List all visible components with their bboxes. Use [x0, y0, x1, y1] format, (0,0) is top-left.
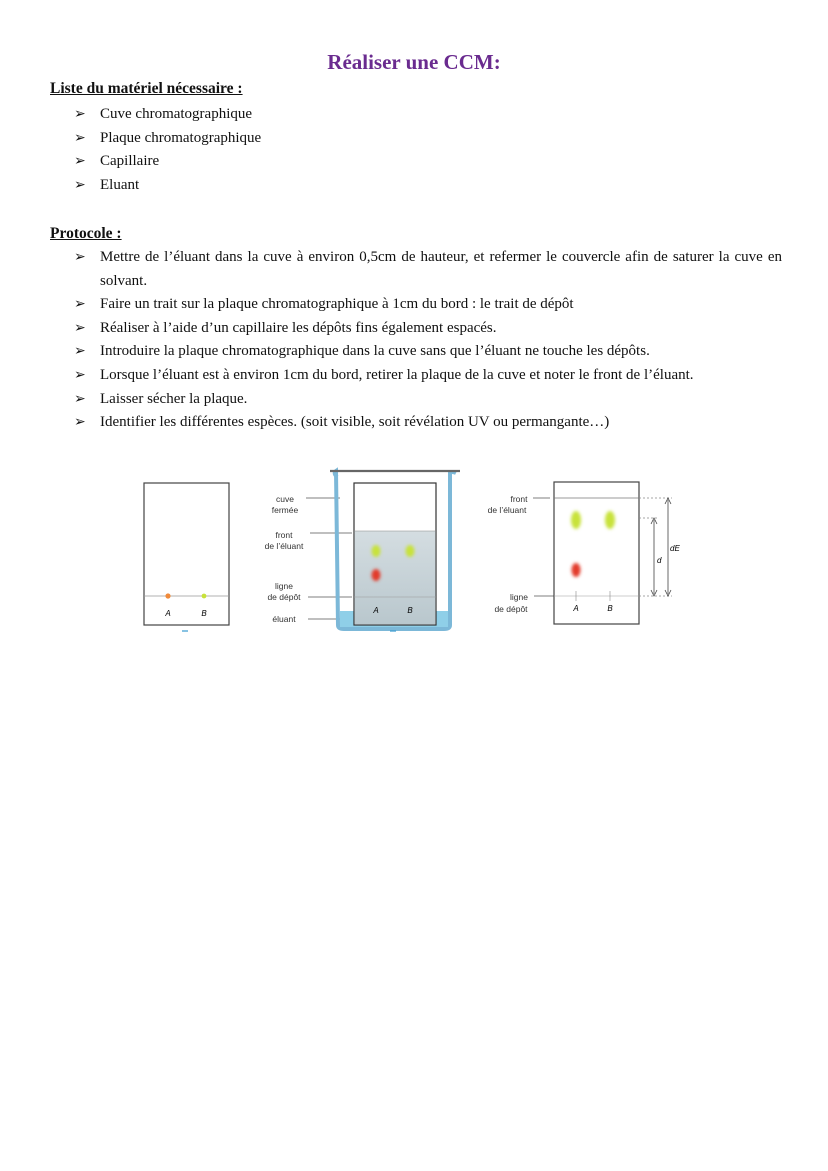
spot-yellow-b — [406, 545, 415, 557]
solvent-front-area — [355, 531, 436, 624]
protocole-heading: Protocole : — [50, 225, 122, 242]
arrowhead-bullet-icon: ➢ — [74, 414, 86, 431]
eluant-label: éluant — [272, 614, 296, 624]
plate-result-outline — [554, 482, 639, 624]
fermee-label: fermée — [271, 505, 299, 515]
plate-initial-outline — [144, 483, 229, 625]
protocole-list — [72, 246, 782, 435]
beaker — [330, 471, 460, 631]
spot-a — [165, 593, 170, 598]
result-labels — [488, 494, 554, 614]
list-item — [72, 150, 261, 174]
front-label-2: de l’éluant — [487, 505, 527, 515]
materiel-item: Eluant — [100, 176, 140, 193]
label-b: B — [201, 609, 207, 618]
materiel-item: Cuve chromatographique — [100, 106, 253, 122]
arrowhead-bullet-icon: ➢ — [74, 319, 86, 336]
plate-initial — [144, 483, 229, 631]
arrowhead-bullet-icon: ➢ — [74, 176, 86, 193]
ligne-label-2: de dépôt — [267, 592, 301, 602]
list-item — [72, 246, 782, 293]
arrowhead-bullet-icon: ➢ — [74, 106, 86, 122]
list-item — [72, 340, 782, 364]
protocole-step: Laisser sécher la plaque. — [100, 390, 248, 407]
arrowhead-bullet-icon: ➢ — [74, 366, 86, 383]
ligne-label-2: de dépôt — [494, 604, 528, 614]
protocole-step: Mettre de l’éluant dans la cuve à environ 0,5cm de hauteur, et refermer le couvercle afin de saturer la cuve en solvant. — [100, 249, 782, 289]
list-item — [72, 174, 261, 198]
label-b: B — [607, 604, 613, 613]
label-a: A — [373, 606, 379, 615]
ligne-label: ligne — [275, 581, 293, 591]
page-title: Réaliser une CCM: — [327, 50, 501, 74]
protocole-step: Identifier les différentes espèces. (soit visible, soit révélation UV ou permangante…) — [100, 414, 610, 431]
ccm-figure — [130, 465, 690, 640]
protocole-step: Faire un trait sur la plaque chromatographique à 1cm du bord : le trait de dépôt — [100, 296, 574, 313]
spot-yellow-a — [571, 511, 581, 529]
list-item — [72, 388, 782, 412]
label-d: d — [657, 556, 662, 565]
arrowhead-bullet-icon: ➢ — [74, 296, 86, 313]
spot-yellow-a — [372, 545, 381, 557]
ligne-label: ligne — [510, 592, 528, 602]
list-item — [72, 364, 782, 388]
cuve-label: cuve — [276, 494, 294, 504]
protocole-step: Lorsque l’éluant est à environ 1cm du bord, retirer la plaque de la cuve et noter le front de l’éluant. — [100, 366, 694, 383]
arrowhead-bullet-icon: ➢ — [74, 249, 86, 265]
materiel-list — [72, 103, 261, 197]
materiel-item: Plaque chromatographique — [100, 129, 262, 146]
label-a: A — [165, 609, 171, 618]
front-label: front — [510, 494, 528, 504]
list-item — [72, 293, 782, 317]
label-b: B — [407, 606, 413, 615]
spot-red-a — [572, 563, 581, 577]
arrowhead-bullet-icon: ➢ — [74, 153, 86, 169]
list-item — [72, 317, 782, 341]
materiel-heading: Liste du matériel nécessaire : — [50, 80, 243, 97]
ccm-diagram — [130, 465, 690, 640]
materiel-item: Capillaire — [100, 153, 160, 169]
label-a: A — [573, 604, 579, 613]
list-item — [72, 411, 782, 435]
front-label-2: de l’éluant — [264, 541, 304, 551]
plate-result — [554, 482, 680, 624]
label-de: dE — [670, 544, 680, 553]
protocole-step: Introduire la plaque chromatographique dans la cuve sans que l’éluant ne touche les dépôts. — [100, 343, 650, 360]
list-item — [72, 103, 261, 127]
protocole-step: Réaliser à l’aide d’un capillaire les dépôts fins également espacés. — [100, 319, 497, 336]
spot-red-a — [372, 569, 381, 581]
spot-b — [202, 594, 207, 599]
arrowhead-bullet-icon: ➢ — [74, 390, 86, 407]
arrowhead-bullet-icon: ➢ — [74, 129, 86, 146]
list-item — [72, 127, 261, 151]
spot-yellow-b — [605, 511, 615, 529]
arrowhead-bullet-icon: ➢ — [74, 343, 86, 360]
front-label: front — [275, 530, 293, 540]
